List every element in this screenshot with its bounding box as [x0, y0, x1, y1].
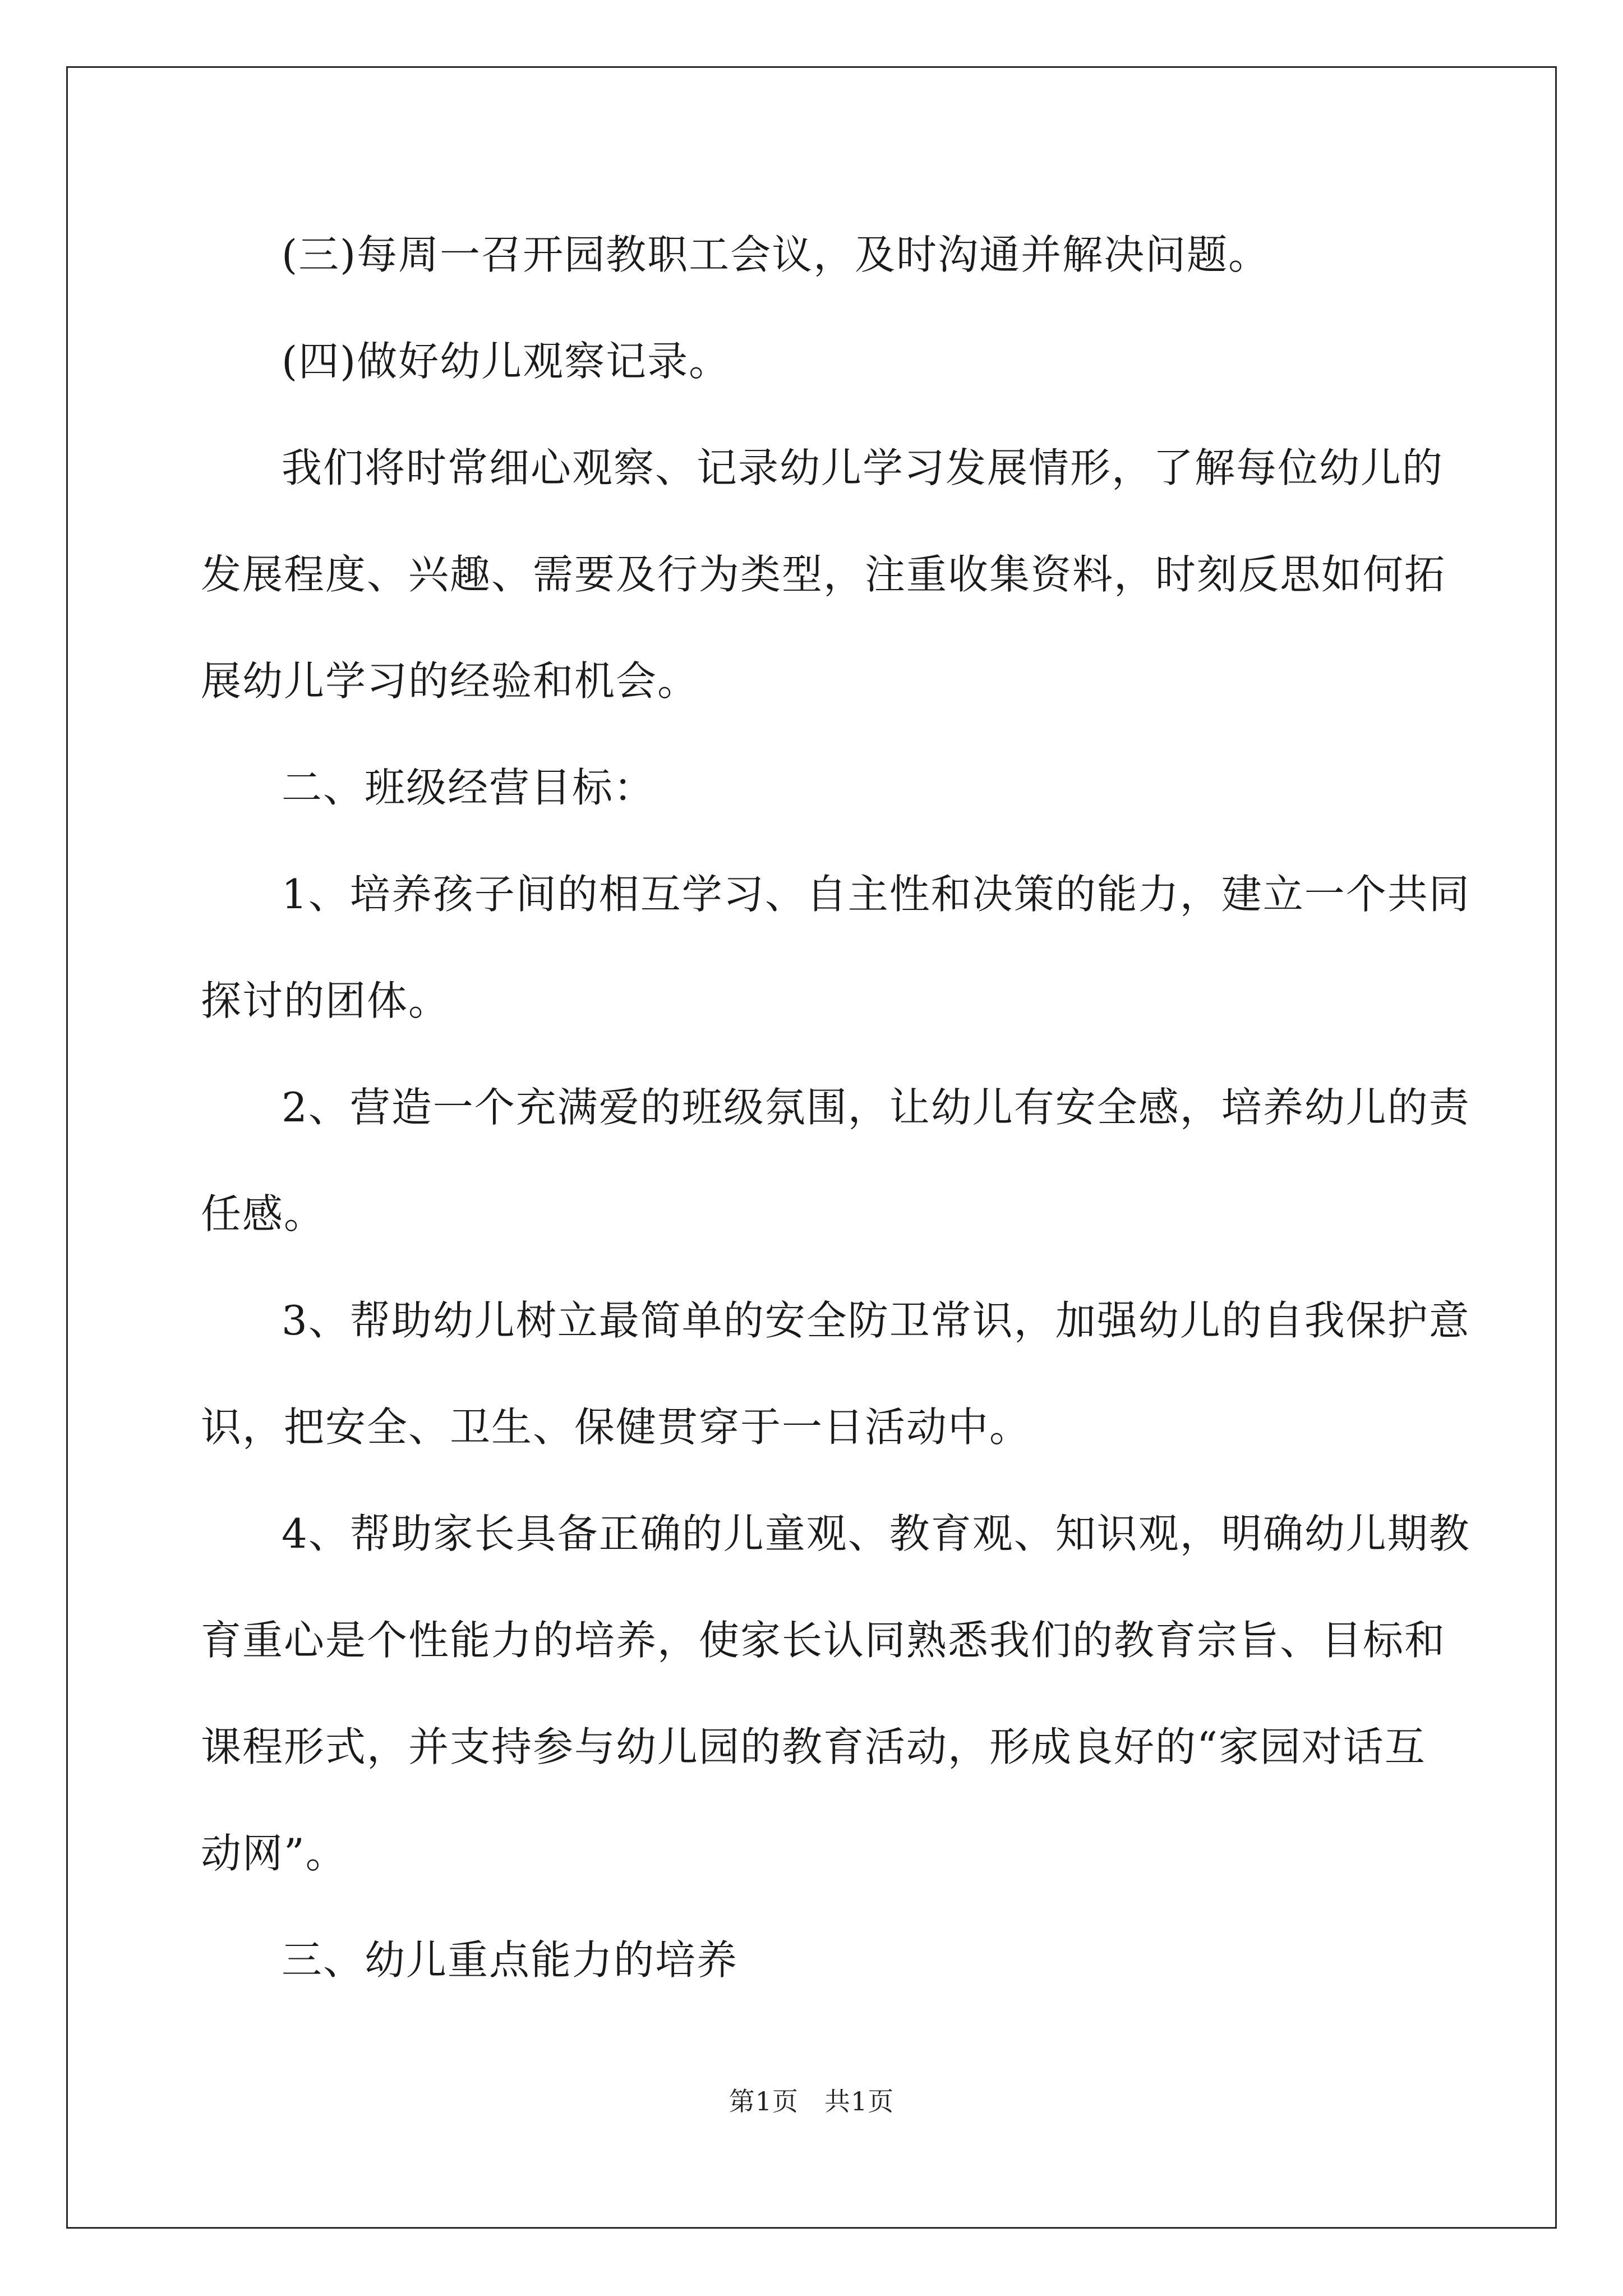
- paragraph-line: 动网”。: [201, 1830, 347, 1877]
- paragraph-line: 任感。: [201, 1190, 326, 1237]
- paragraph-line: 识，把安全、卫生、保健贯穿于一日活动中。: [201, 1404, 1031, 1451]
- paragraph-line: 4、帮助家长具备正确的儿童观、教育观、知识观，明确幼儿期教: [282, 1510, 1470, 1557]
- page-footer: [0, 2085, 1623, 2118]
- paragraph-line: 课程形式，并支持参与幼儿园的教育活动，形成良好的“家园对话互: [201, 1723, 1426, 1770]
- paragraph-line: 我们将时常细心观察、记录幼儿学习发展情形，了解每位幼儿的: [282, 444, 1444, 491]
- paragraph-line: 二、班级经营目标：: [282, 764, 656, 811]
- page-border: [66, 66, 1557, 2229]
- paragraph-line: 1、培养孩子间的相互学习、自主性和决策的能力，建立一个共同: [282, 871, 1470, 918]
- paragraph-line: 三、幼儿重点能力的培养: [282, 1936, 739, 1984]
- paragraph-line: 3、帮助幼儿树立最简单的安全防卫常识，加强幼儿的自我保护意: [282, 1297, 1470, 1344]
- paragraph-line: 发展程度、兴趣、需要及行为类型，注重收集资料，时刻反思如何拓: [201, 551, 1446, 598]
- paragraph-line: 育重心是个性能力的培养，使家长认同熟悉我们的教育宗旨、目标和: [201, 1617, 1446, 1664]
- page-number-current: 第1页: [728, 2086, 799, 2116]
- paragraph-line: 展幼儿学习的经验和机会。: [201, 657, 699, 705]
- paragraph-line: (四)做好幼儿观察记录。: [282, 338, 731, 385]
- paragraph-line: 探讨的团体。: [201, 977, 450, 1024]
- page-number-total: 共1页: [824, 2086, 895, 2116]
- paragraph-line: 2、营造一个充满爱的班级氛围，让幼儿有安全感，培养幼儿的责: [282, 1084, 1470, 1131]
- paragraph-line: (三)每周一召开园教职工会议，及时沟通并解决问题。: [282, 231, 1270, 278]
